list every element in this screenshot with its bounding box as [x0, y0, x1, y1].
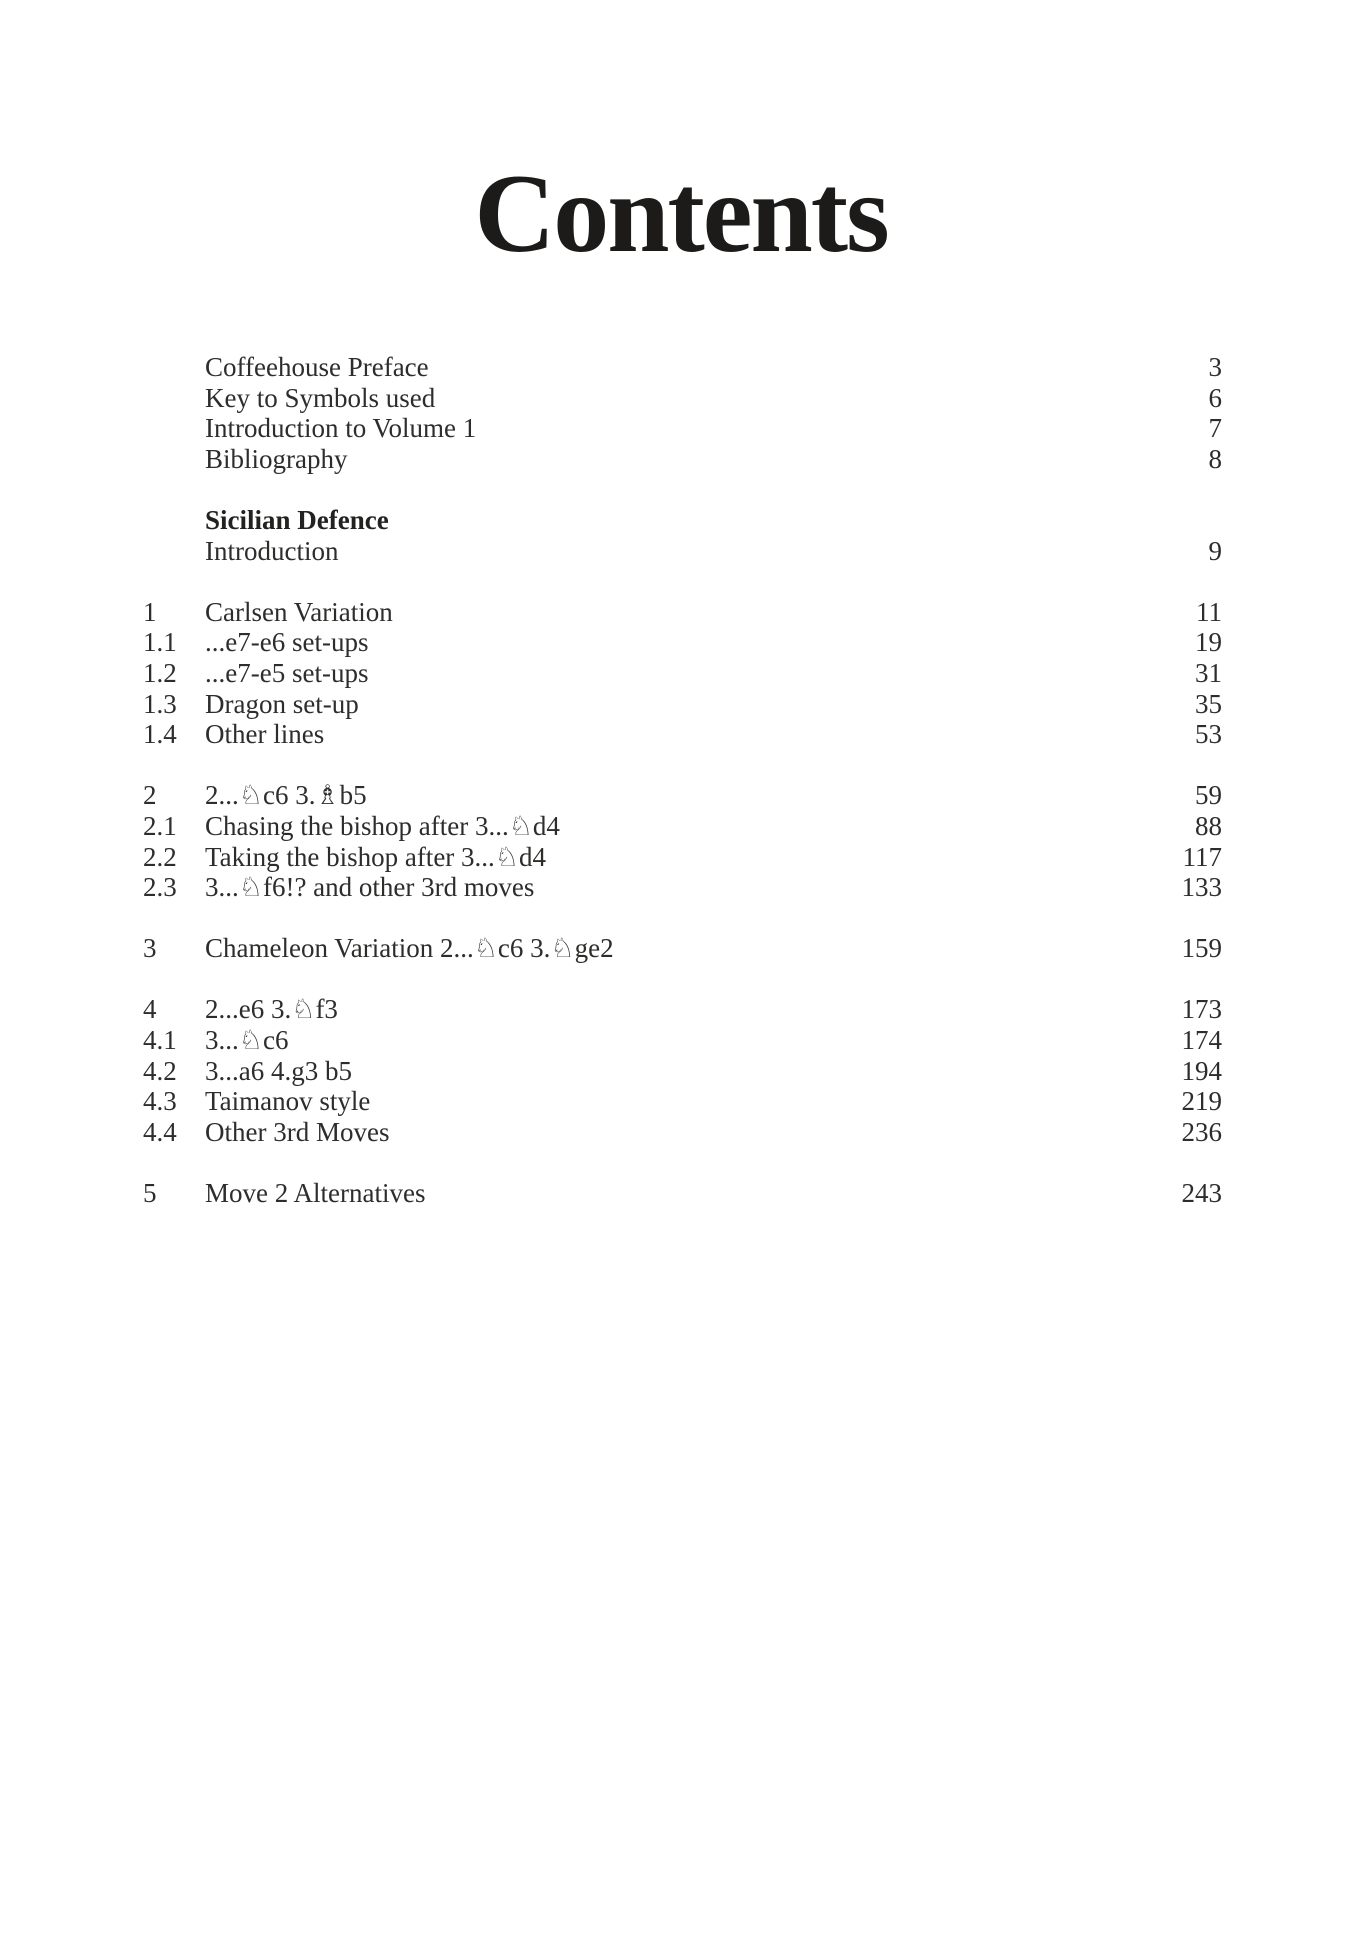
- toc-entry: [143, 689, 1222, 720]
- page-title: Contents: [474, 152, 888, 276]
- toc-entry-number: 1.3: [143, 688, 177, 719]
- toc-entry-page-number: 31: [1195, 657, 1222, 688]
- toc-entry-page-number: 8: [1208, 443, 1222, 474]
- toc-entry: [143, 597, 1222, 628]
- toc-entry-number: 2.3: [143, 872, 177, 903]
- toc-entry-title: Carlsen Variation: [205, 596, 393, 627]
- toc-entry-page-number: 243: [1181, 1178, 1222, 1209]
- toc-entry-page-number: 219: [1181, 1086, 1222, 1117]
- toc-group: [143, 780, 1222, 902]
- toc-entry-number: 1: [143, 596, 157, 627]
- toc-entry-number: 4.4: [143, 1116, 177, 1147]
- toc-entry-title: Chasing the bishop after 3...♘d4: [205, 810, 560, 841]
- toc-group: [143, 933, 1222, 964]
- toc-entry-page-number: 173: [1181, 994, 1222, 1025]
- toc-entry-title: 2...e6 3.♘f3: [205, 994, 338, 1025]
- toc-entry-page-number: 88: [1195, 810, 1222, 841]
- toc-entry-title: Other lines: [205, 719, 325, 750]
- toc-entry-page-number: 117: [1182, 841, 1222, 872]
- toc-entry-number: 4: [143, 994, 157, 1025]
- toc-entry-number: 3: [143, 933, 157, 964]
- toc-entry: [143, 1056, 1222, 1087]
- toc-entry: [143, 352, 1222, 383]
- toc-entry-page-number: 9: [1208, 535, 1222, 566]
- toc-entry: [143, 536, 1222, 567]
- toc-entry-page-number: 19: [1195, 627, 1222, 658]
- toc-entry-page-number: 174: [1181, 1025, 1222, 1056]
- toc-entry-number: 2: [143, 780, 157, 811]
- toc-entry-page-number: 236: [1181, 1116, 1222, 1147]
- toc-entry-number: 1.1: [143, 627, 177, 658]
- toc-entry: [143, 1086, 1222, 1117]
- toc-entry: [143, 872, 1222, 903]
- toc-entry-page-number: 53: [1195, 719, 1222, 750]
- toc-entry: [143, 811, 1222, 842]
- toc-entry-number: 1.4: [143, 719, 177, 750]
- toc-entry: [143, 627, 1222, 658]
- toc-entry-title: Key to Symbols used: [205, 382, 436, 413]
- toc-group: [143, 505, 1222, 566]
- toc-entry-title: Taking the bishop after 3...♘d4: [205, 841, 546, 872]
- table-of-contents: [0, 352, 1362, 1209]
- toc-entry-title: 3...♘c6: [205, 1025, 289, 1056]
- toc-entry-number: 2.1: [143, 810, 177, 841]
- toc-entry-page-number: 194: [1181, 1055, 1222, 1086]
- toc-entry-number: 4.1: [143, 1025, 177, 1056]
- toc-group: [143, 352, 1222, 474]
- toc-entry: [143, 413, 1222, 444]
- toc-entry-page-number: 3: [1208, 352, 1222, 382]
- toc-entry: [143, 842, 1222, 873]
- toc-entry-title: Bibliography: [205, 443, 348, 474]
- toc-entry-page-number: 133: [1181, 872, 1222, 903]
- toc-entry-title: 3...♘f6!? and other 3rd moves: [205, 872, 535, 903]
- toc-entry: [143, 383, 1222, 414]
- toc-entry-number: 4.3: [143, 1086, 177, 1117]
- toc-entry: [143, 994, 1222, 1025]
- toc-entry-title: Chameleon Variation 2...♘c6 3.♘ge2: [205, 933, 614, 964]
- toc-group: [143, 597, 1222, 750]
- toc-entry-title: Move 2 Alternatives: [205, 1178, 426, 1209]
- toc-entry: [143, 719, 1222, 750]
- toc-entry-number: 5: [143, 1178, 157, 1209]
- toc-entry-page-number: 7: [1208, 413, 1222, 444]
- toc-entry-page-number: 35: [1195, 688, 1222, 719]
- toc-entry: [143, 933, 1222, 964]
- toc-entry: [143, 780, 1222, 811]
- toc-entry: [143, 1117, 1222, 1148]
- toc-entry-page-number: 59: [1195, 780, 1222, 811]
- toc-entry-title: 3...a6 4.g3 b5: [205, 1055, 352, 1086]
- toc-entry: [143, 505, 1222, 536]
- toc-entry-number: 4.2: [143, 1055, 177, 1086]
- toc-entry-title: Coffeehouse Preface: [205, 352, 429, 382]
- toc-group: [143, 1178, 1222, 1209]
- toc-entry-title: Dragon set-up: [205, 688, 359, 719]
- toc-entry-title: ...e7-e6 set-ups: [205, 627, 369, 658]
- toc-entry-title: 2...♘c6 3.♗b5: [205, 780, 367, 811]
- toc-entry-title: Introduction to Volume 1: [205, 413, 477, 444]
- toc-group: [143, 994, 1222, 1147]
- toc-entry-title: Taimanov style: [205, 1086, 371, 1117]
- toc-entry-number: 1.2: [143, 657, 177, 688]
- toc-entry-page-number: 11: [1196, 596, 1222, 627]
- toc-entry-title: Introduction: [205, 535, 339, 566]
- toc-entry-title: Sicilian Defence: [205, 504, 389, 535]
- toc-entry: [143, 658, 1222, 689]
- toc-entry-page-number: 6: [1208, 382, 1222, 413]
- toc-entry-number: 2.2: [143, 841, 177, 872]
- toc-entry-page-number: 159: [1181, 933, 1222, 964]
- toc-entry-title: ...e7-e5 set-ups: [205, 657, 369, 688]
- toc-entry: [143, 1025, 1222, 1056]
- toc-entry: [143, 444, 1222, 475]
- toc-entry-title: Other 3rd Moves: [205, 1116, 390, 1147]
- toc-entry: [143, 1178, 1222, 1209]
